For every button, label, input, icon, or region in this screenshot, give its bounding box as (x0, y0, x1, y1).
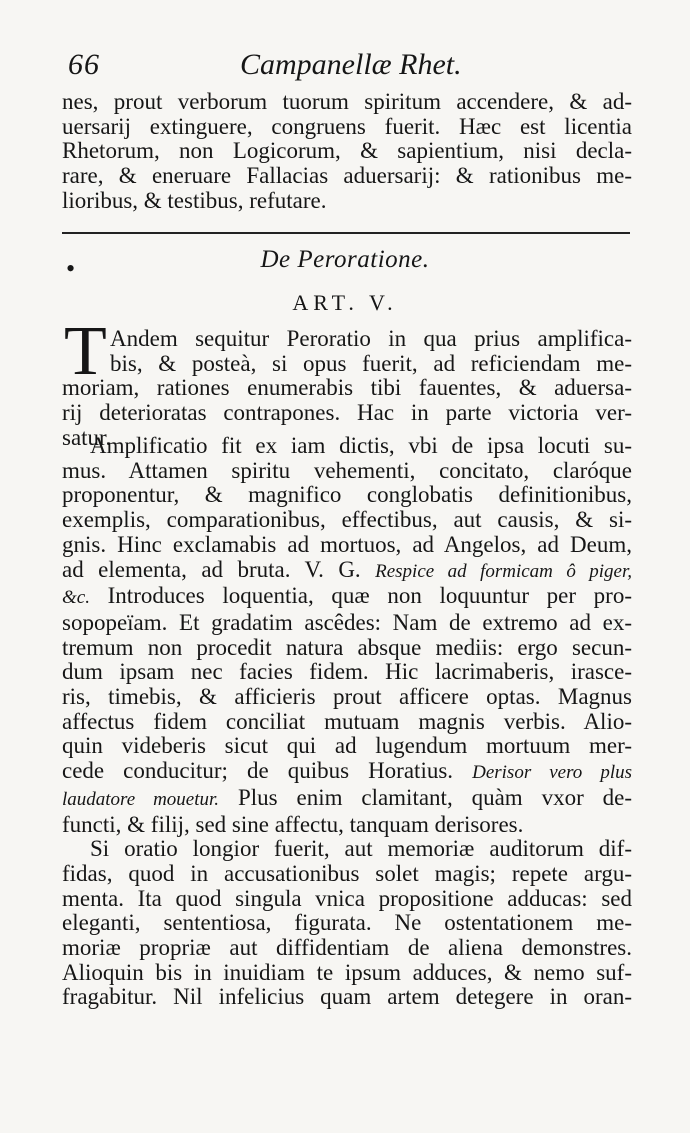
text-line: moriæ propriæ aut diffidentiam de aliena demonstres. (62, 935, 632, 961)
text-span: cede conducitur; de quibus Horatius. (62, 758, 454, 784)
text-line: eleganti, sententiosa, figurata. Ne ostentationem me- (62, 910, 632, 936)
text-line: nes, prout verborum tuorum spiritum accendere, & ad- (62, 89, 632, 114)
page-number: 66 (68, 48, 100, 81)
text-line: sopopeïam. Et gradatim ascêdes: Nam de extremo ad ex- (62, 609, 632, 635)
text-line: Andem sequitur Peroratio in qua prius amplifica- (110, 326, 632, 351)
text-line: menta. Ita quod singula vnica propositione adducas: sed (62, 885, 632, 911)
italic-quote: Respice ad formicam ô piger, (375, 560, 633, 582)
italic-quote: &c. (62, 587, 90, 609)
text-line: rare, & eneruare Fallacias aduersarij: & rationibus me- (62, 163, 632, 189)
text-line: ris, timebis, & afficieris prout afficere optas. Magnus (62, 684, 632, 710)
text-line: moriam, rationes enumerabis tibi fauentes, & aduersa- (62, 375, 632, 401)
section-divider (62, 232, 630, 234)
text-line: Rhetorum, non Logicorum, & sapientium, nisi decla- (62, 138, 632, 164)
running-head (62, 46, 622, 86)
top-paragraph (62, 90, 632, 214)
text-line: affectus fidem conciliat mutuam magnis verbis. Alio- (62, 708, 632, 734)
text-line: uersarij extinguere, congruens fuerit. Hæc est licentia (62, 113, 632, 139)
text-line: quin videberis sicut qui ad lugendum mortuum mer- (62, 733, 632, 759)
text-line (62, 786, 632, 813)
text-line: Alioquin bis in inuidiam te ipsum adduces, & nemo suf- (62, 959, 632, 985)
text-line: Amplificatio fit ex iam dictis, vbi de ipsa locuti su- (90, 433, 632, 458)
text-line: dum ipsam nec facies fidem. Hic lacrimaberis, irasce- (62, 659, 632, 685)
italic-quote: Derisor vero plus (472, 762, 633, 784)
text-line: functi, & filij, sed sine affectu, tanquam derisores. (62, 811, 524, 837)
text-line (62, 558, 632, 585)
bullet-mark: • (66, 254, 76, 283)
running-title: Campanellæ Rhet. (240, 48, 462, 81)
text-line: rij deterioratas contrapones. Hac in parte victoria ver- (62, 400, 632, 426)
text-line (62, 759, 632, 786)
text-line: satur. (62, 424, 112, 450)
text-line: proponentur, & magnifico conglobatis definitionibus, (62, 482, 632, 508)
drop-cap: T (64, 313, 107, 390)
text-line: mus. Attamen spiritu vehementi, concitato, claróque (62, 457, 632, 483)
text-line: fragabitur. Nil infelicius quam artem detegere in oran- (62, 984, 632, 1010)
text-line: lioribus, & testibus, refutare. (62, 187, 327, 213)
text-line: fidas, quod in accusationibus solet magis; repete argu- (62, 860, 632, 886)
text-line: Si oratio longior fuerit, aut memoriæ auditorum dif- (90, 836, 632, 862)
text-span: ad elementa, ad bruta. V. G. (62, 556, 361, 582)
italic-quote: laudatore mouetur. (62, 788, 220, 810)
text-line: exemplis, comparationibus, effectibus, aut causis, & si- (62, 507, 632, 533)
section-title: De Peroratione. (260, 246, 430, 273)
text-span: Plus enim clamitant, quàm vxor de- (237, 784, 633, 810)
text-line: gnis. Hinc exclamabis ad mortuos, ad Angelos, ad Deum, (62, 531, 632, 557)
text-span: Introduces loquentia, quæ non loquuntur per pro- (107, 583, 632, 609)
first-paragraph (62, 327, 632, 451)
article-heading: ART. V. (292, 290, 398, 315)
text-line: tremum non procedit natura absque mediis: ergo secun- (62, 634, 632, 660)
text-line (62, 584, 632, 611)
text-line: bis, & posteà, si opus fuerit, ad reficiendam me- (110, 350, 632, 376)
second-paragraph (62, 434, 632, 1010)
